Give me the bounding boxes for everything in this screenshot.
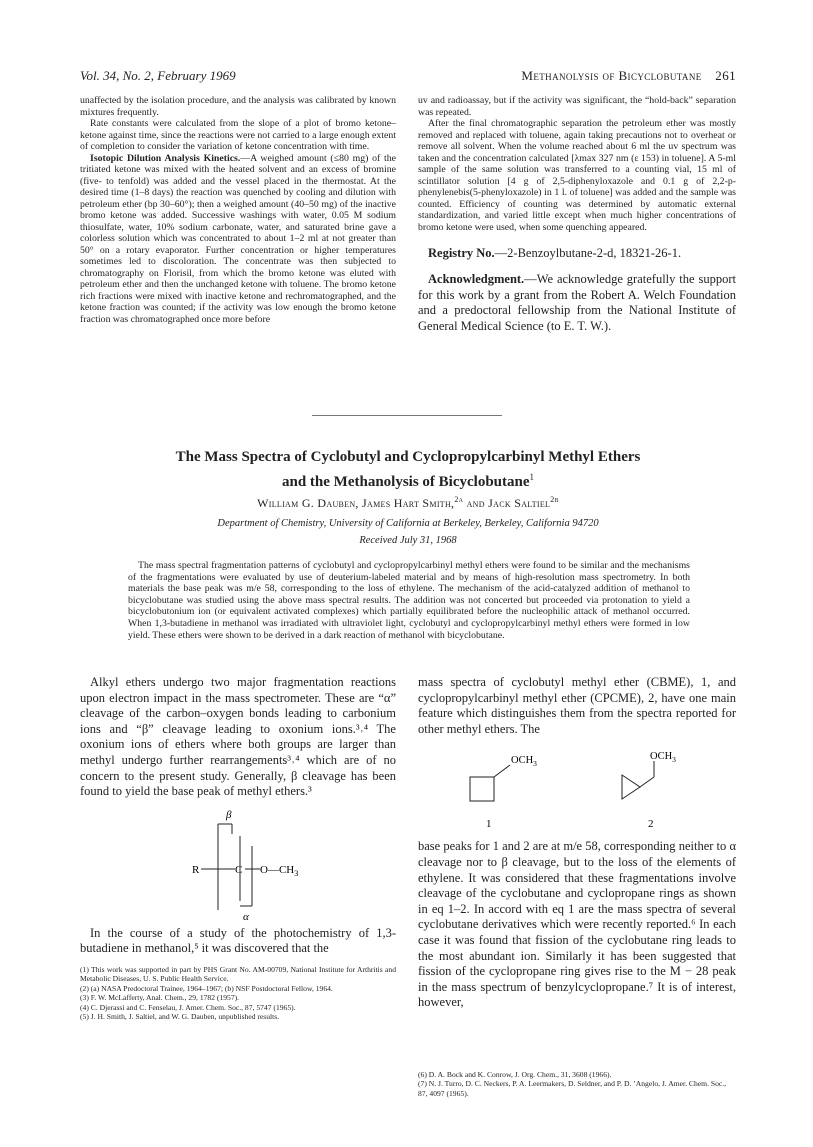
cpcme-methoxy-label: $OCH_3$ <box>650 751 676 765</box>
author-list <box>80 495 736 511</box>
acknowledgment-label: Acknowledgment. <box>428 272 525 286</box>
compound-label-2: 2 <box>648 818 654 831</box>
footnote-7: (7) N. J. Turro, D. C. Neckers, P. A. Leermakers, D. Seldner, and P. D. ’Angelo, J. Amer. Chem. Soc., 87, 4097 (1965). <box>418 1079 727 1098</box>
experimental-paragraph-2: Rate constants were calculated from the slope of a plot of bromo ketone–ketone against time, since the reactions were not carried to a large enough extent of completion to consider the variation of ketone concentration with time. <box>80 118 396 152</box>
acknowledgment-text: —We acknowledge gratefully the support for this work by a grant from the Robert A. Welch Foundation and a predoctoral fellowship from the National Institute of General Medical Science (to E. T. W.). <box>418 272 736 333</box>
cbme-methoxy-label: $OCH_3$ <box>511 755 537 769</box>
title-line-2: and the Methanolysis of Bicyclobutane <box>281 474 530 490</box>
registry-numbers <box>418 246 736 261</box>
footnote-5: (5) J. H. Smith, J. Saltiel, and W. G. Dauben, unpublished results. <box>80 1011 280 1021</box>
registry-text: —2-Benzoylbutane-2-d, 18321-26-1. <box>494 246 682 260</box>
cyclopropane-ring <box>622 775 640 799</box>
intro-paragraph-3: mass spectra of cyclobutyl methyl ether (CBME), 1, and cyclopropylcarbinyl methyl ether (CPCME), 2, have one main feature which distinguishes them from the spectra reported for other methyl ethers. The <box>418 675 736 736</box>
carbon-label: C <box>235 863 243 876</box>
title-footnote-mark: 1 <box>529 472 534 482</box>
methoxy-label: $O—CH_3$ <box>260 863 299 878</box>
isotopic-dilution-text: —A weighed amount (≤80 mg) of the tritiated ketone was mixed with the heated solvent and an excess of bromine (five- to tenfold) was added and the vessel placed in the thermostat. At the desired time (1–8 days) the reaction was quenched by cooling and dilution with petroleum ether (bp 30–60°); then a weighed amount (40–50 mg) of the inactive bromo ketone was added. Successive washings with water, 0.05 M sodium thiosulfate, water, 10% sodium carbonate, water, and saturated brine gave a colorless solution which was concentrated to about 1–2 ml at not greater than 50° on a rotary evaporator. Further concentration or higher temperatures sometimes led to discoloration. The concentrate was then subjected to chromatography on Florisil, from which the bromo ketone was eluted with petroleum ether and then the unchanged ketone with toluene. The bromo ketone rich fractions were mixed with inactive ketone and rechromatographed, and the ketone fraction was counted; if the activity was low enough the bromo ketone fraction was chromatographed once more before <box>80 152 397 325</box>
r-group-label: R <box>192 863 200 876</box>
footnote-6: (6) D. A. Bock and K. Conrow, J. Org. Chem., 31, 3608 (1966). <box>418 1070 612 1079</box>
title-line-2-wrap <box>80 467 736 492</box>
abstract: The mass spectral fragmentation patterns of cyclobutyl and cyclopropylcarbinyl methyl ethers were found to be similar and the mechanisms of the fragmentations were evaluated by use of deuterium-labeled material and by means of high-resolution mass spectrometry. In both materials the base peak was m/e 58, corresponding to the loss of ethylene. The mechanism of the acid-catalyzed addition of methanol to bicyclobutane was studied using the above mass spectral results. The addition was not concerted but proceeded via protonation to yield a bicyclobutonium ion (or equivalent activated complexes) which partially equilibrated before the nucleophilic attack of methanol occurred. When 1,3-butadiene in methanol was irradiated with ultraviolet light, cyclobutyl and cyclopropylcarbinyl methyl ethers were formed in low yield. These ethers were shown to be derived in a dark reaction of methanol with bicyclobutane. <box>128 560 690 641</box>
cyclobutane-ring <box>470 777 494 801</box>
title-line-1: The Mass Spectra of Cyclobutyl and Cyclopropylcarbinyl Methyl Ethers <box>175 449 641 465</box>
footnotes-left <box>80 965 396 1021</box>
body-right-column <box>418 675 736 1011</box>
cbme-bond <box>494 765 510 777</box>
body-left-column <box>80 675 396 1021</box>
author-saltiel-mark: 2b <box>550 495 559 504</box>
footnote-4: (4) C. Djerassi and C. Fenselau, J. Amer. Chem. Soc., 87, 5747 (1965). <box>80 1002 296 1012</box>
alpha-label: α <box>243 910 249 923</box>
cleavage-scheme-drawing <box>80 806 396 924</box>
affiliation: Department of Chemistry, University of California at Berkeley, Berkeley, California 94720 <box>217 518 599 529</box>
beta-label: β <box>226 808 232 821</box>
received-date: Received July 31, 1968 <box>359 535 457 546</box>
top-left-column <box>80 95 396 325</box>
author-smith: James Hart Smith, <box>362 496 455 510</box>
ether-structures <box>418 739 736 839</box>
journal-issue: Vol. 34, No. 2, February 1969 <box>80 68 236 83</box>
footnote-3: (3) F. W. McLafferty, Anal. Chem., 29, 1782 (1957). <box>80 993 240 1003</box>
author-smith-mark: 2a <box>454 495 464 504</box>
experimental-paragraph-5: After the final chromatographic separation the petroleum ether was mostly removed and replaced with toluene, again taking precautions not to overheat or remove all solvent. When the volume reached about 6 ml the uv spectrum was taken and the concentration calculated [λmax 327 nm (ε 153) in toluene]. A 5-ml sample of the same solution was transferred to a counting vial, 15 ml of scintillator solution [4 g of 2,5-diphenyloxazole and 0.1 g of 2,2-p-phenylenebis(5-phenyloxazole) in 1 l. of toluene] was added and the sample was counted. Efficiency of counting was determined by automatic external standardization, and varied little except when much higher concentrations of bromo ketone were used, when some quenching appeared. <box>418 118 736 233</box>
registry-label: Registry No. <box>428 246 495 260</box>
author-conjunction: and <box>466 496 485 510</box>
footnote-1: (1) This work was supported in part by PHS Grant No. AM-00709, National Institute for Arthritis and Metabolic Diseases, U. S. Public Health Service. <box>80 964 396 984</box>
page-number: 261 <box>715 68 736 83</box>
discussion-paragraph: base peaks for 1 and 2 are at m/e 58, corresponding neither to α cleavage nor to β cleavage, but to the loss of the elements of ethylene. It was considered that these fragmentations involve cleavage of the cyclobutane and cyclopropane rings as shown in eq 1–2. In accord with eq 1 are the mass spectra of several cyclobutane derivatives which were recently reported.⁶ In each case it was found that fission of the cyclobutane ring leads to the most abundant ion. Similarly it has been suggested that fission of the cyclopropane ring gives rise to the M − 28 peak in the mass spectrum of benzylcyclopropane.⁷ It is of interest, however, <box>418 839 736 1010</box>
article-title <box>80 447 736 492</box>
section-divider <box>312 415 502 416</box>
top-right-column <box>418 95 736 334</box>
intro-paragraph-1: Alkyl ethers undergo two major fragmentation reactions upon electron impact in the mass spectrometer. These are “α” cleavage of the carbon–oxygen bonds leading to carbonium ions and “β” cleavage leading to oxonium ions.³˒⁴ The oxonium ions of ethers where both groups are larger than methyl undergo further rearrangements³˒⁴ which are of no concern to the present study. Generally, β cleavage has been found to yield the base peak of methyl ethers.³ <box>80 675 396 799</box>
experimental-paragraph-1: unaffected by the isolation procedure, and the analysis was calibrated by known mixtures frequently. <box>80 95 396 118</box>
compound-label-1: 1 <box>486 818 492 831</box>
running-title-group <box>511 68 736 84</box>
running-head <box>80 68 736 86</box>
experimental-paragraph-3 <box>80 153 396 326</box>
running-title: Methanolysis of Bicyclobutane <box>521 68 702 83</box>
footnote-2: (2) (a) NASA Predoctoral Trainee, 1964–1967; (b) NSF Postdoctoral Fellow, 1964. <box>80 983 333 993</box>
experimental-paragraph-4: uv and radioassay, but if the activity was significant, the “hold-back” separation was repeated. <box>418 95 736 118</box>
section-heading-isotopic-dilution: Isotopic Dilution Analysis Kinetics. <box>90 152 241 164</box>
cpcme-methylene-bond <box>640 777 654 787</box>
acknowledgment <box>418 272 736 334</box>
intro-paragraph-2: In the course of a study of the photochemistry of 1,3-butadiene in methanol,⁵ it was discovered that the <box>80 925 396 956</box>
author-saltiel: Jack Saltiel <box>488 496 551 510</box>
ether-structures-drawing <box>418 739 736 839</box>
cleavage-scheme <box>80 806 396 924</box>
footnotes-right <box>418 1070 736 1098</box>
author-dauben: William G. Dauben, <box>257 496 359 510</box>
